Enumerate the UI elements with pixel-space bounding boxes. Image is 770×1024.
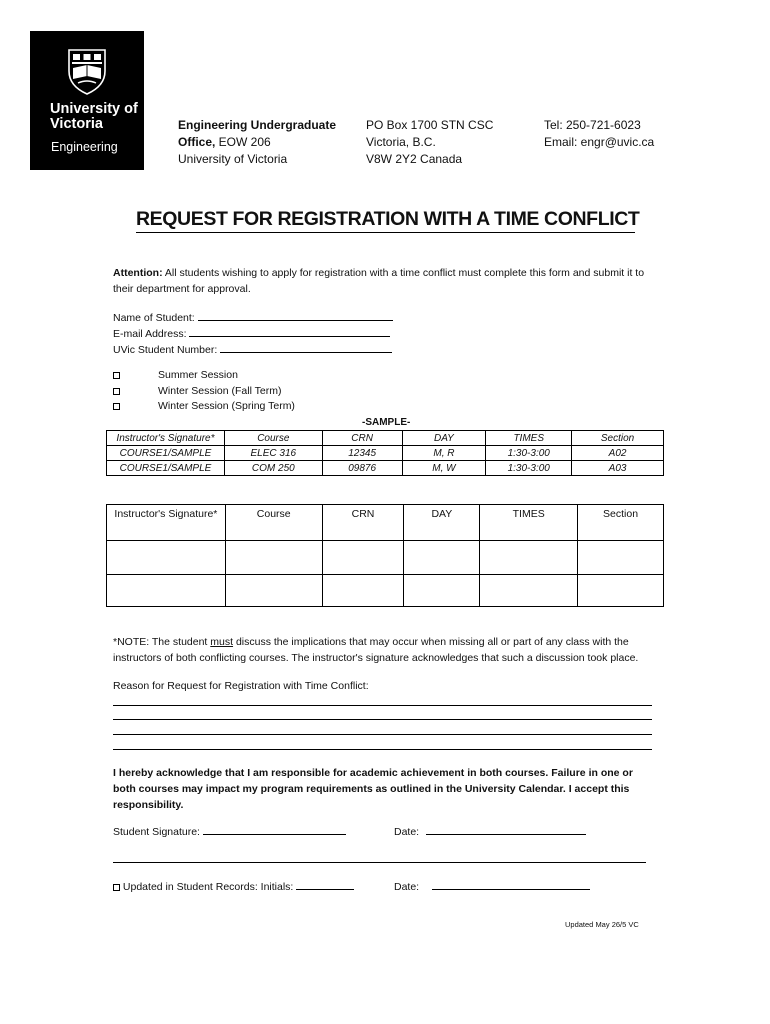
- reason-label: Reason for Request for Registration with Time Conflict:: [113, 680, 369, 692]
- sample-cell: COURSE1/SAMPLE: [107, 461, 225, 476]
- spring-checkbox[interactable]: [113, 403, 120, 410]
- sample-table: [106, 430, 664, 476]
- name-label: Name of Student:: [113, 312, 195, 324]
- note-must: must: [210, 636, 234, 648]
- entry-header-cell: CRN: [322, 505, 404, 541]
- student-signature-line[interactable]: [203, 824, 346, 835]
- email-line[interactable]: [189, 326, 390, 337]
- reason-line[interactable]: [113, 719, 652, 720]
- sample-cell: ELEC 316: [224, 446, 322, 461]
- entry-header-cell: Course: [225, 505, 322, 541]
- updated-footer: Updated May 26/5 VC: [565, 920, 639, 929]
- form-title: REQUEST FOR REGISTRATION WITH A TIME CONFLICT: [136, 208, 635, 233]
- entry-cell[interactable]: [480, 541, 578, 575]
- entry-cell[interactable]: [578, 541, 664, 575]
- note-text: discuss the implications that may occur when missing all or part of any class with the instructors of both conflicting courses. The instructor's signature acknowledges that such a discussion took place.: [113, 636, 639, 664]
- entry-cell[interactable]: [225, 541, 322, 575]
- email-field[interactable]: [113, 326, 393, 342]
- email-address: Email: engr@uvic.ca: [544, 135, 655, 149]
- spring-label: Winter Session (Spring Term): [158, 400, 295, 412]
- entry-header-row: [107, 505, 664, 541]
- sample-header-cell: Section: [572, 431, 664, 446]
- contact-info: [544, 117, 684, 151]
- sample-header-row: [107, 431, 664, 446]
- student-number-field[interactable]: [113, 342, 393, 358]
- attention-text: All students wishing to apply for registration with a time conflict must complete this form and submit it to their department for approval.: [113, 267, 645, 295]
- sample-header-cell: TIMES: [486, 431, 572, 446]
- sample-cell: 1:30-3:00: [486, 446, 572, 461]
- summer-label: Summer Session: [158, 369, 238, 381]
- email-label: E-mail Address:: [113, 328, 187, 340]
- mailing-address: [366, 117, 526, 168]
- logo-university-name: University of Victoria: [50, 101, 138, 132]
- entry-header-cell: TIMES: [480, 505, 578, 541]
- university-crest-icon: [68, 49, 106, 95]
- signature-date-field[interactable]: [394, 824, 586, 840]
- sample-header-cell: Instructor's Signature*: [107, 431, 225, 446]
- records-date-label: Date:: [394, 881, 420, 893]
- logo-faculty-name: Engineering: [51, 140, 118, 154]
- entry-cell[interactable]: [578, 575, 664, 607]
- office-info: [178, 117, 348, 168]
- sample-header-cell: CRN: [322, 431, 402, 446]
- address-line-2: Victoria, B.C.: [366, 135, 436, 149]
- sample-cell: M, W: [402, 461, 486, 476]
- name-line[interactable]: [198, 310, 393, 321]
- student-number-line[interactable]: [220, 342, 392, 353]
- signature-date-line[interactable]: [426, 824, 586, 835]
- entry-row[interactable]: [107, 575, 664, 607]
- attention-paragraph: [113, 265, 653, 297]
- records-date-field[interactable]: [394, 879, 590, 895]
- address-line-1: PO Box 1700 STN CSC: [366, 118, 494, 132]
- sample-cell: COM 250: [224, 461, 322, 476]
- entry-cell[interactable]: [322, 541, 404, 575]
- student-signature-label: Student Signature:: [113, 826, 200, 838]
- sample-cell: M, R: [402, 446, 486, 461]
- office-room: EOW 206: [215, 135, 271, 149]
- sample-row: [107, 461, 664, 476]
- signature-date-label: Date:: [394, 826, 420, 838]
- reason-line[interactable]: [113, 705, 652, 706]
- entry-cell[interactable]: [480, 575, 578, 607]
- note-prefix: *NOTE: The student: [113, 636, 211, 648]
- records-updated-checkbox[interactable]: [113, 884, 120, 891]
- acknowledgement-paragraph: I hereby acknowledge that I am responsible for academic achievement in both courses. Failure in one or both courses may impact my program requirements as outlined in the University Calendar. I accept this responsibility.: [113, 767, 633, 811]
- sample-header-cell: Course: [224, 431, 322, 446]
- sample-cell: 09876: [322, 461, 402, 476]
- sample-cell: A02: [572, 446, 664, 461]
- office-university: University of Victoria: [178, 152, 288, 166]
- student-fields: [113, 310, 393, 358]
- entry-cell[interactable]: [404, 575, 480, 607]
- entry-cell[interactable]: [322, 575, 404, 607]
- separator-line: [113, 862, 646, 863]
- entry-cell[interactable]: [107, 575, 226, 607]
- entry-cell[interactable]: [107, 541, 226, 575]
- sample-cell: 12345: [322, 446, 402, 461]
- attention-label: Attention:: [113, 267, 163, 279]
- entry-header-cell: Section: [578, 505, 664, 541]
- course-entry-table: [106, 504, 664, 607]
- records-update-field[interactable]: [113, 879, 354, 895]
- summer-checkbox[interactable]: [113, 372, 120, 379]
- records-date-line[interactable]: [432, 879, 590, 890]
- entry-cell[interactable]: [404, 541, 480, 575]
- sample-cell: 1:30-3:00: [486, 461, 572, 476]
- fall-checkbox[interactable]: [113, 388, 120, 395]
- name-field[interactable]: [113, 310, 393, 326]
- reason-line[interactable]: [113, 749, 652, 750]
- university-logo: [30, 31, 144, 170]
- student-number-label: UVic Student Number:: [113, 344, 218, 356]
- fall-label: Winter Session (Fall Term): [158, 385, 282, 397]
- sample-header-cell: DAY: [402, 431, 486, 446]
- entry-header-cell: DAY: [404, 505, 480, 541]
- entry-header-cell: Instructor's Signature*: [107, 505, 226, 541]
- initials-line[interactable]: [296, 879, 354, 890]
- note-paragraph: [113, 634, 653, 666]
- sample-cell: COURSE1/SAMPLE: [107, 446, 225, 461]
- sample-cell: A03: [572, 461, 664, 476]
- address-line-3: V8W 2Y2 Canada: [366, 152, 463, 166]
- entry-cell[interactable]: [225, 575, 322, 607]
- telephone: Tel: 250-721-6023: [544, 118, 641, 132]
- reason-line[interactable]: [113, 734, 652, 735]
- office-name: Engineering Undergraduate Office,: [178, 118, 337, 149]
- sample-label: -SAMPLE-: [362, 417, 411, 428]
- student-signature-field[interactable]: [113, 824, 346, 840]
- records-updated-label: Updated in Student Records: Initials:: [122, 881, 294, 893]
- entry-row[interactable]: [107, 541, 664, 575]
- sample-row: [107, 446, 664, 461]
